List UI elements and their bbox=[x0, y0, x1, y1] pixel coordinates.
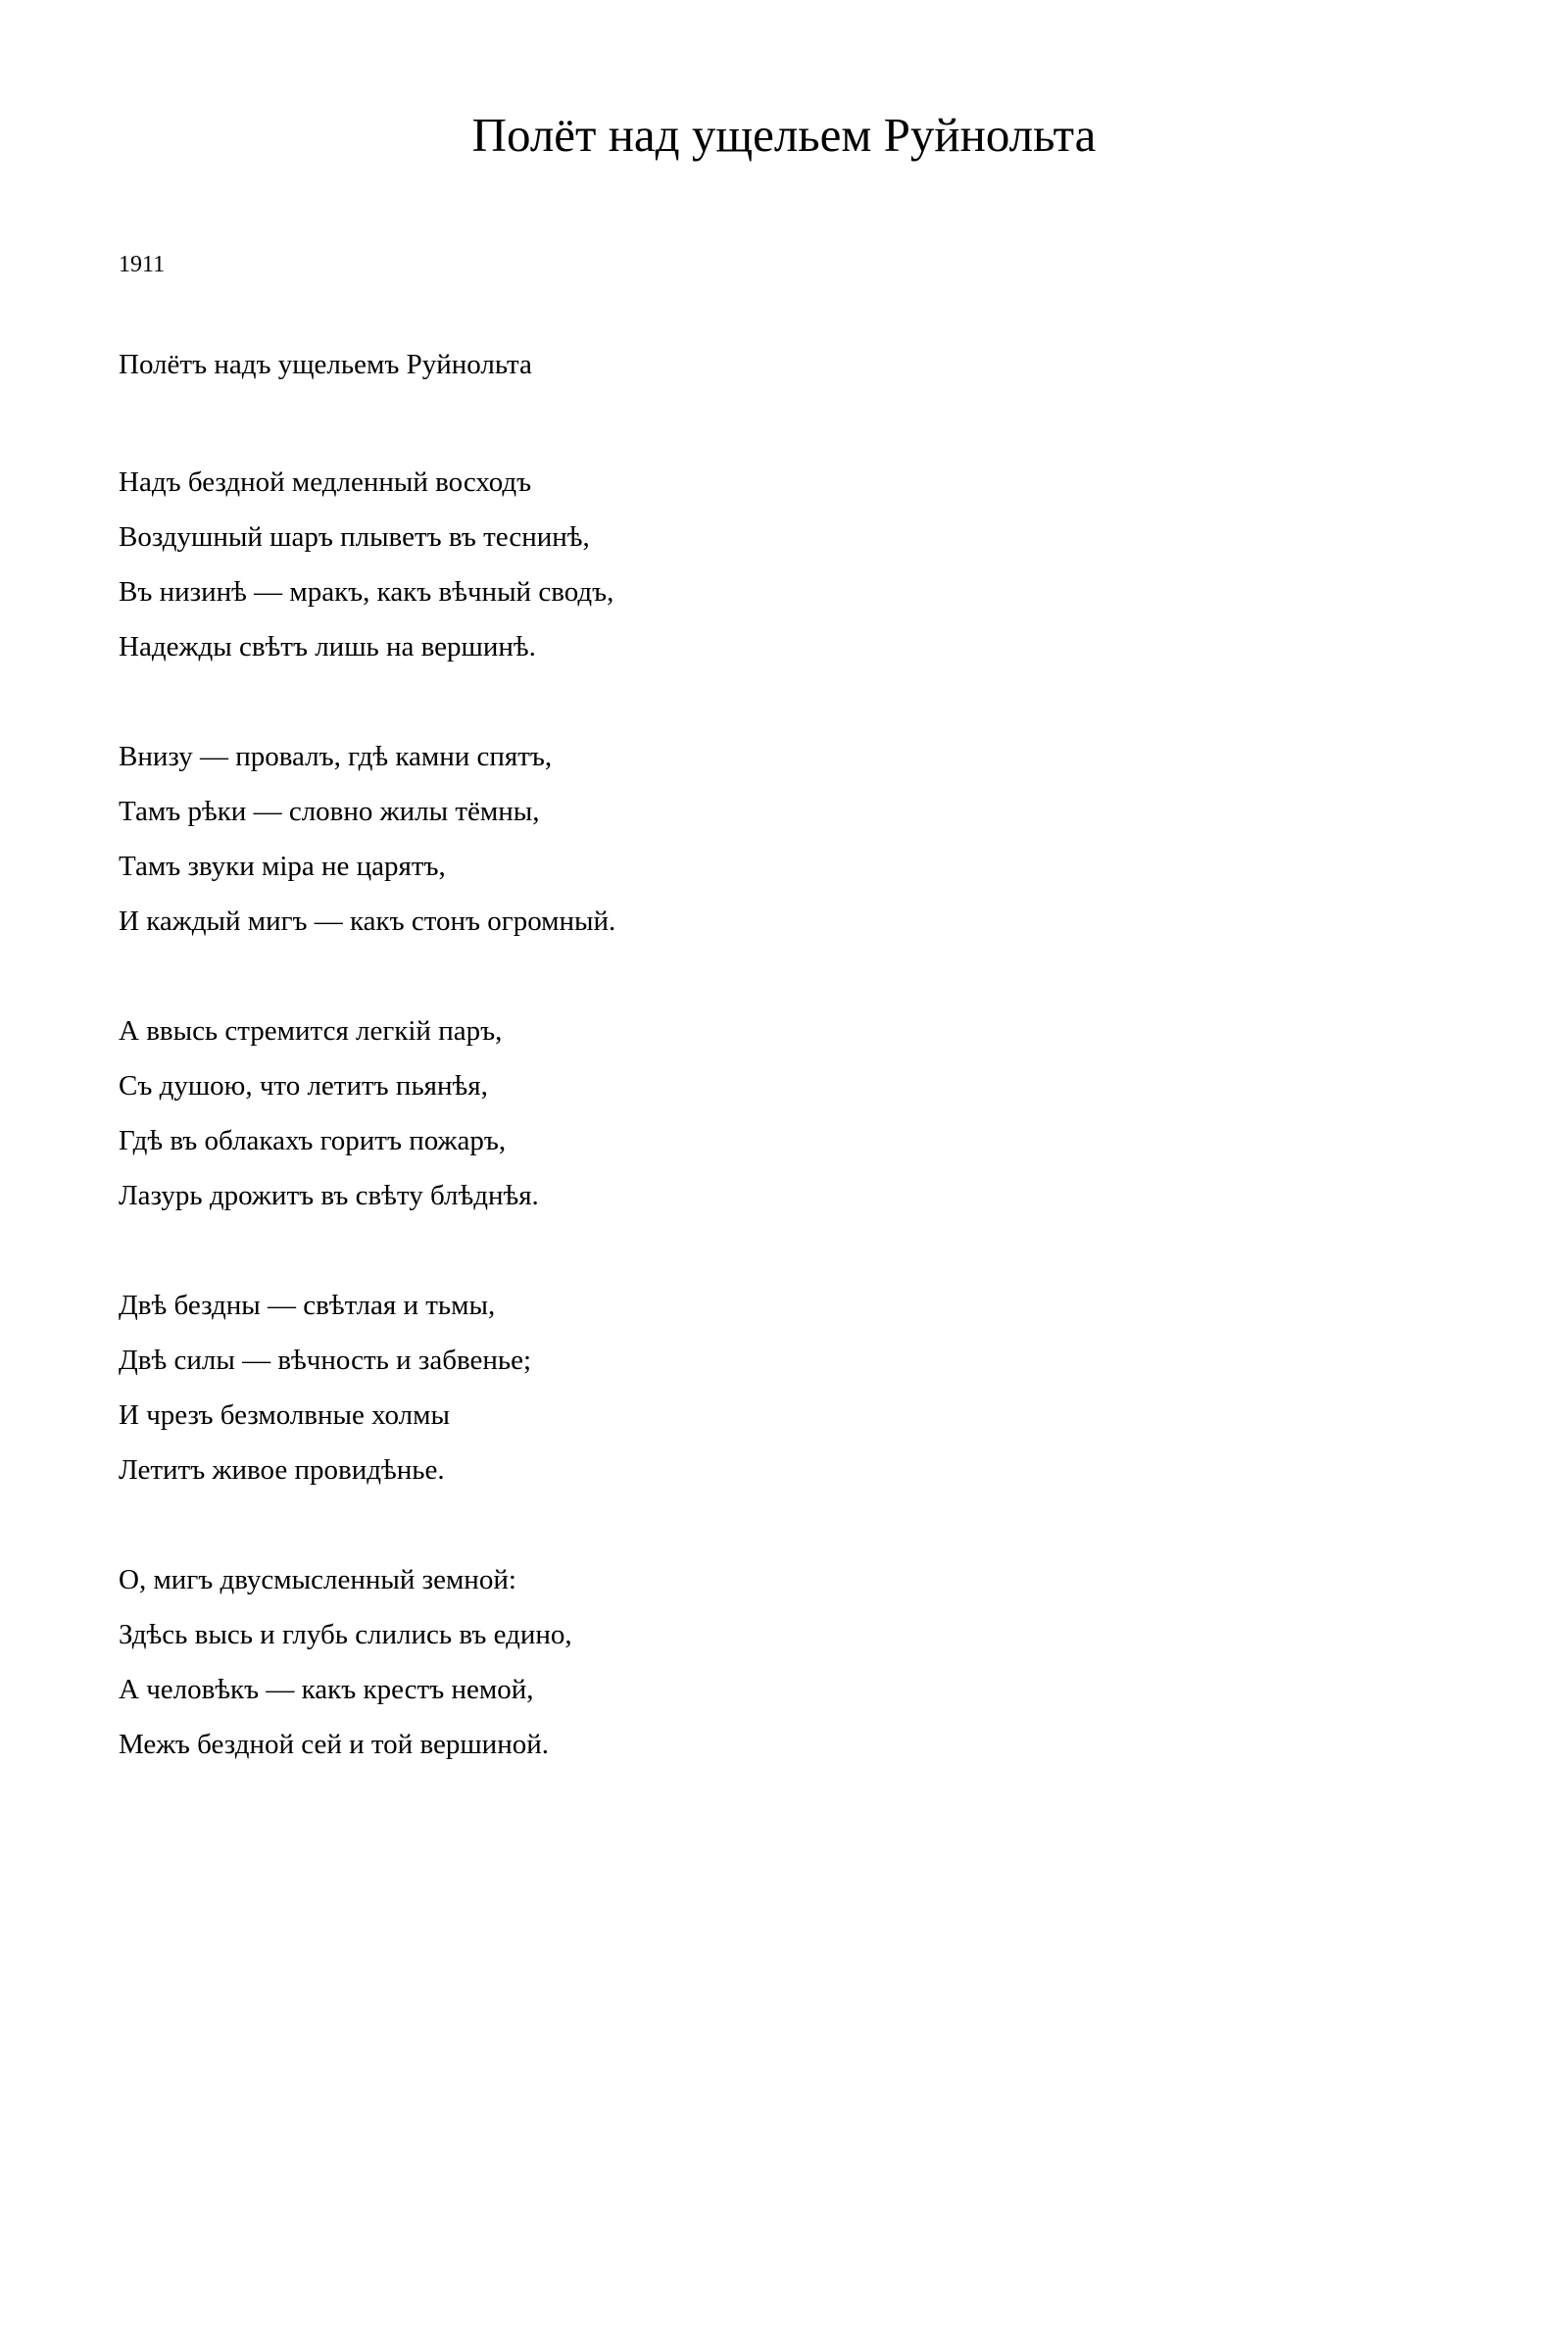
page-title: Полёт над ущельем Руйнольта bbox=[471, 108, 1097, 162]
poem-line: Лазурь дрожитъ въ свѣту блѣднѣя. bbox=[119, 1180, 539, 1211]
stanza bbox=[119, 729, 615, 949]
poem-line: Гдѣ въ облакахъ горитъ пожаръ, bbox=[119, 1125, 507, 1156]
poem-line: Внизу — провалъ, гдѣ камни спятъ, bbox=[119, 741, 553, 772]
poem-line: О, мигъ двусмысленный земной: bbox=[119, 1564, 516, 1595]
poem-line: И чрезъ безмолвные холмы bbox=[119, 1399, 450, 1431]
poem-line: Надежды свѣтъ лишь на вершинѣ. bbox=[119, 631, 536, 662]
poem-line: Межъ бездной сей и той вершиной. bbox=[119, 1729, 549, 1760]
poem-line: И каждый мигъ — какъ стонъ огромный. bbox=[119, 906, 616, 937]
stanza bbox=[119, 1004, 615, 1223]
poem-body bbox=[119, 455, 615, 1827]
poem-line: Тамъ рѣки — словно жилы тёмны, bbox=[119, 796, 540, 827]
poem-line: Воздушный шаръ плыветъ въ теснинѣ, bbox=[119, 521, 590, 553]
poem-line: Тамъ звуки міра не царятъ, bbox=[119, 851, 446, 882]
poem-line: Двѣ бездны — свѣтлая и тьмы, bbox=[119, 1290, 496, 1321]
stanza bbox=[119, 455, 615, 674]
poem-date: 1911 bbox=[119, 252, 166, 277]
poem-line: А ввысь стремится легкій паръ, bbox=[119, 1015, 503, 1047]
poem-subtitle: Полётъ надъ ущельемъ Руйнольта bbox=[119, 349, 532, 380]
stanza bbox=[119, 1552, 615, 1772]
poem-line: Въ низинѣ — мракъ, какъ вѣчный сводъ, bbox=[119, 576, 614, 608]
poem-line: Надъ бездной медленный восходъ bbox=[119, 466, 532, 498]
poem-line: Двѣ силы — вѣчность и забвенье; bbox=[119, 1345, 532, 1376]
poem-line: А человѣкъ — какъ крестъ немой, bbox=[119, 1674, 534, 1705]
poem-line: Съ душою, что летитъ пьянѣя, bbox=[119, 1070, 488, 1102]
stanza bbox=[119, 1278, 615, 1497]
poem-line: Летитъ живое провидѣнье. bbox=[119, 1454, 445, 1486]
poem-line: Здѣсь высь и глубь слились въ едино, bbox=[119, 1619, 572, 1650]
